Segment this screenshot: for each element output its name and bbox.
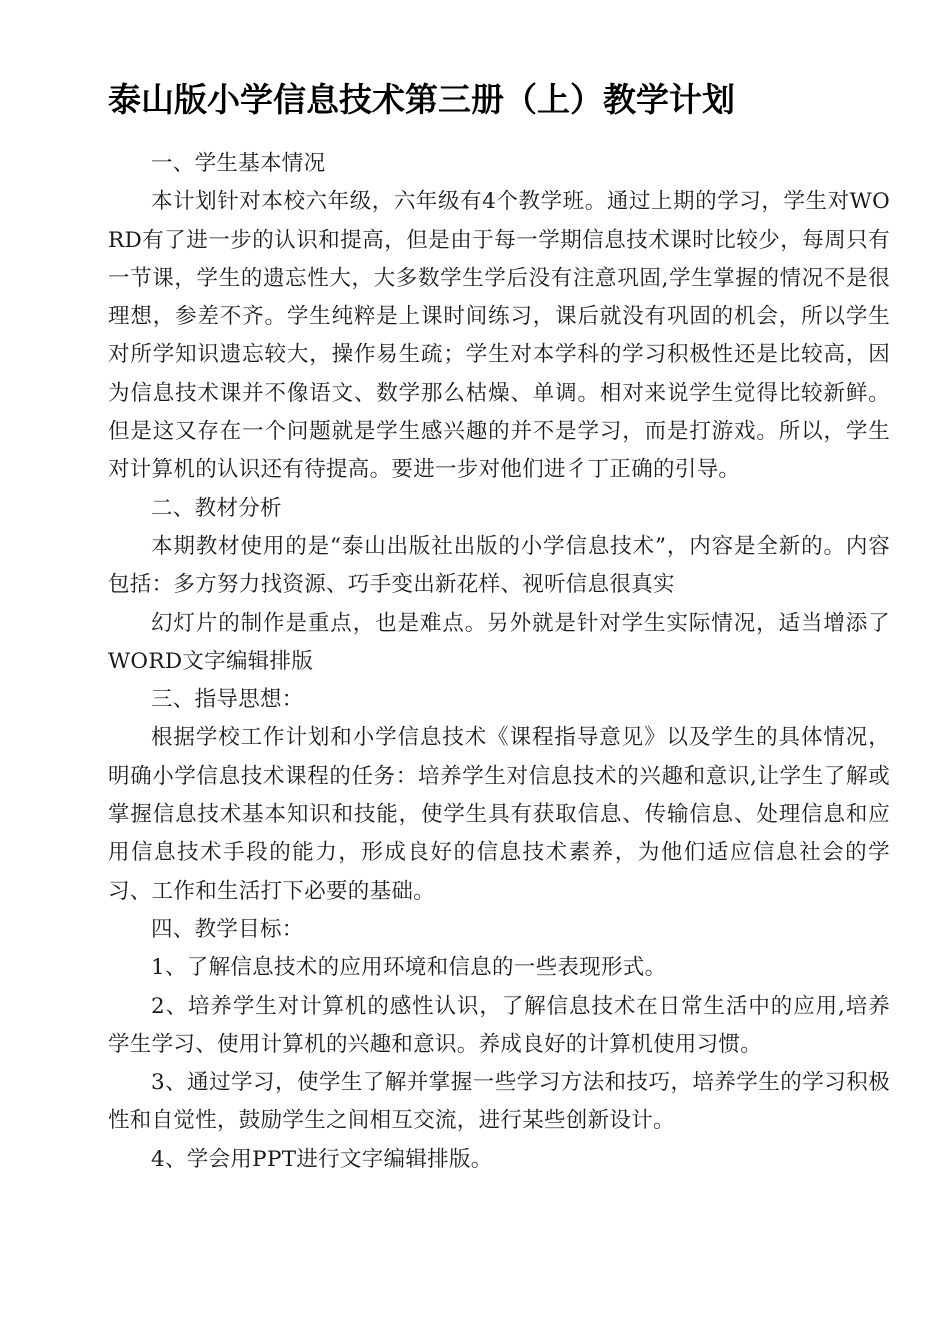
paragraph-textbook-content: 本期教材使用的是“泰山出版社出版的小学信息技术”，内容是全新的。内容包括：多方努力找资源、巧手变出新花样、视听信息很真实 [108, 533, 890, 598]
paragraph-textbook-focus: 幻灯片的制作是重点，也是难点。另外就是针对学生实际情况，适当增添了WORD文字编辑排版 [108, 610, 890, 674]
paragraph-student-situation: 本计划针对本校六年级，六年级有4个教学班。通过上期的学习，学生对WORD有了进一步的认识和提高，但是由于每一学期信息技术课时比较少，每周只有一节课，学生的遗忘性大，大多数学生学后没有注意巩固,学生掌握的情况不是很理想，参差不齐。学生纯粹是上课时间练习，课后就没有巩固的机会，所以学生对所学知识遗忘较大，操作易生疏；学生对本学科的学习积极性还是比较高，因为信息技术课并不像语文、数学那么枯燥、单调。相对来说学生觉得比较新鲜。但是这又存在一个问题就是学生感兴趣的并不是学习，而是打游戏。所以，学生对计算机的认识还有待提高。要进一步对他们进彳丁正确的引导。 [108, 189, 890, 483]
goal-item-1: 1、了解信息技术的应用环境和信息的一些表现形式。 [151, 955, 667, 981]
document-title: 泰山版小学信息技术第三册（上）教学计划 [108, 80, 735, 119]
goal-item-4: 4、学会用PPT进行文字编辑排版。 [151, 1146, 493, 1172]
section-heading-textbook-analysis: 二、教材分析 [151, 495, 282, 521]
section-heading-student-situation: 一、学生基本情况 [151, 151, 326, 176]
section-heading-guiding-ideas: 三、指导思想： [151, 687, 304, 713]
paragraph-guiding-ideas: 根据学校工作计划和小学信息技术《课程指导意见》以及学生的具体情况，明确小学信息技术课程的任务：培养学生对信息技术的兴趣和意识,让学生了解或掌握信息技术基本知识和技能，使学生具有获取信息、传输信息、处理信息和应用信息技术手段的能力，形成良好的信息技术素养，为他们适应信息社会的学习、工作和生活打下必要的基础。 [108, 725, 890, 904]
section-heading-teaching-goals: 四、教学目标： [151, 916, 304, 942]
goal-item-3: 3、通过学习，使学生了解并掌握一些学习方法和技巧，培养学生的学习积极性和自觉性，鼓励学生之间相互交流，进行某些创新设计。 [108, 1070, 890, 1134]
document-body [108, 145, 890, 1179]
goal-item-2: 2、培养学生对计算机的感性认识，了解信息技术在日常生活中的应用,培养学生学习、使用计算机的兴趣和意识。养成良好的计算机使用习惯。 [108, 993, 890, 1057]
